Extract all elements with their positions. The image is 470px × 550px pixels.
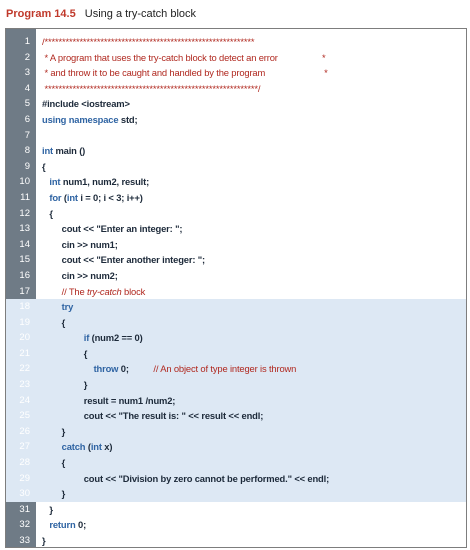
code-line: [6, 284, 466, 300]
code-text: [42, 96, 464, 112]
code-token: {: [42, 316, 66, 328]
line-number: 22: [19, 363, 30, 375]
code-line: [6, 361, 466, 377]
code-token: }: [42, 425, 66, 437]
line-number: 4: [24, 82, 30, 94]
line-number: 19: [19, 316, 30, 328]
code-line: [6, 252, 466, 268]
code-text: [42, 424, 464, 440]
line-number: 16: [19, 269, 30, 281]
code-line: [6, 330, 466, 346]
code-text: [42, 315, 464, 331]
code-token: }: [42, 488, 66, 500]
line-number: 12: [19, 207, 30, 219]
line-number: 7: [24, 129, 30, 141]
code-text: [42, 237, 464, 253]
line-number: 10: [19, 176, 30, 188]
code-text: [42, 159, 464, 175]
line-number: 2: [24, 51, 30, 63]
comment: block: [121, 285, 146, 297]
code-line: [6, 424, 466, 440]
code-line: [6, 439, 466, 455]
line-number: 15: [19, 254, 30, 266]
keyword: int: [49, 176, 61, 188]
keyword: try: [61, 301, 74, 313]
line-number: 8: [24, 145, 30, 157]
keyword: int: [42, 145, 54, 157]
keyword: int: [66, 191, 78, 203]
comment: /************************************************************: [42, 36, 255, 47]
code-token: [42, 363, 94, 374]
caption-title: Using a try-catch block: [84, 8, 197, 20]
comment: // The: [42, 285, 87, 297]
code-token: std;: [118, 113, 138, 125]
code-line: [6, 221, 466, 237]
code-text: [42, 221, 464, 237]
code-token: cin >> num1;: [42, 238, 118, 250]
code-line: [6, 190, 466, 206]
code-line: [6, 174, 466, 190]
code-text: [42, 174, 464, 190]
code-token: 0;: [118, 363, 154, 375]
code-line: [6, 206, 466, 222]
code-text: [42, 471, 464, 487]
code-line: [6, 237, 466, 253]
code-line: [6, 346, 466, 362]
code-token: }: [42, 535, 46, 546]
code-token: cout << "Enter an integer: ";: [42, 223, 183, 235]
code-line: [6, 471, 466, 487]
code-text: [42, 361, 464, 377]
code-line: [6, 455, 466, 471]
comment: * and throw it to be caught and handled by the program *: [42, 67, 328, 79]
keyword: int: [90, 441, 102, 453]
line-number: 1: [24, 36, 30, 47]
keyword: return: [49, 519, 76, 531]
code-text: [42, 346, 464, 362]
code-token: }: [42, 503, 53, 515]
code-text: [42, 408, 464, 424]
code-line: [6, 517, 466, 533]
code-token: [42, 301, 62, 312]
code-token: 0;: [75, 519, 87, 531]
code-text: [42, 50, 464, 66]
line-number: 13: [19, 223, 30, 235]
line-number: 28: [19, 457, 30, 469]
code-token: x): [101, 441, 113, 453]
line-number: 27: [19, 441, 30, 453]
line-number: 30: [19, 488, 30, 500]
comment: *************************************************************/: [42, 82, 261, 94]
code-token: #include <iostream>: [42, 98, 130, 110]
line-number: 5: [24, 98, 30, 110]
code-token: cout << "The result is: " << result << endl;: [42, 410, 264, 422]
code-token: main (): [53, 145, 86, 157]
code-text: [42, 393, 464, 409]
code-text: [42, 34, 464, 50]
code-line: [6, 112, 466, 128]
code-text: [42, 377, 464, 393]
code-token: {: [42, 347, 88, 359]
line-number: 14: [19, 238, 30, 250]
code-text: [42, 284, 464, 300]
keyword: if: [83, 332, 90, 344]
code-token: result = num1 /num2;: [42, 394, 176, 406]
line-number: 9: [24, 160, 30, 172]
code-token: (: [85, 441, 91, 453]
code-text: [42, 299, 464, 315]
code-line: [6, 393, 466, 409]
code-line: [6, 315, 466, 331]
caption-label: Program 14.5: [6, 8, 76, 20]
code-text: [42, 268, 464, 284]
code-line: [6, 50, 466, 66]
line-number: 32: [19, 519, 30, 531]
code-token: {: [42, 457, 66, 469]
code-line: [6, 159, 466, 175]
line-number: 6: [24, 113, 30, 125]
line-number: 29: [19, 472, 30, 484]
code-text: [42, 128, 464, 144]
line-number: 26: [19, 425, 30, 437]
code-line: [6, 65, 466, 81]
code-line: [6, 96, 466, 112]
code-line: [6, 128, 466, 144]
code-text: [42, 112, 464, 128]
code-line: [6, 34, 466, 50]
code-token: [42, 441, 62, 452]
line-number: 33: [19, 535, 30, 546]
line-number: 18: [19, 301, 30, 313]
code-text: [42, 486, 464, 502]
line-number: 17: [19, 285, 30, 297]
code-token: (num2 == 0): [89, 332, 143, 344]
line-number: 20: [19, 332, 30, 344]
line-number: 3: [24, 67, 30, 79]
keyword: throw: [93, 363, 119, 375]
line-number: 25: [19, 410, 30, 422]
code-line: [6, 143, 466, 159]
code-text: [42, 502, 464, 518]
line-number: 31: [19, 503, 30, 515]
code-line: [6, 377, 466, 393]
code-text: [42, 330, 464, 346]
code-text: [42, 455, 464, 471]
code-line: [6, 299, 466, 315]
code-text: [42, 190, 464, 206]
code-line: [6, 268, 466, 284]
comment: * A program that uses the try-catch block to detect an error *: [42, 51, 326, 63]
keyword: catch: [61, 441, 86, 453]
code-token: [42, 332, 84, 343]
code-line: [6, 502, 466, 518]
code-token: cin >> num2;: [42, 269, 118, 281]
line-number: 21: [19, 347, 30, 359]
line-number: 23: [19, 379, 30, 391]
code-text: [42, 206, 464, 222]
code-token: cout << "Enter another integer: ";: [42, 254, 206, 266]
code-line: [6, 408, 466, 424]
code-token: cout << "Division by zero cannot be performed." << endl;: [42, 472, 330, 484]
keyword: using namespace: [42, 113, 119, 125]
code-text: [42, 533, 464, 548]
code-text: [42, 65, 464, 81]
code-rows: [6, 34, 466, 548]
code-listing: [5, 28, 467, 548]
code-token: }: [42, 379, 88, 391]
keyword: for: [49, 191, 62, 203]
code-line: [6, 81, 466, 97]
code-line: [6, 533, 466, 548]
code-text: [42, 143, 464, 159]
code-token: {: [42, 207, 53, 219]
code-token: num1, num2, result;: [60, 176, 150, 188]
code-text: [42, 81, 464, 97]
code-text: [42, 252, 464, 268]
code-line: [6, 486, 466, 502]
code-text: [42, 517, 464, 533]
code-text: [42, 439, 464, 455]
listing-caption: [6, 6, 196, 22]
comment: try-catch: [87, 285, 122, 297]
code-token: i = 0; i < 3; i++): [77, 191, 143, 203]
line-number: 24: [19, 394, 30, 406]
line-number: 11: [20, 191, 30, 203]
comment: // An object of type integer is thrown: [153, 363, 297, 375]
code-token: (: [61, 191, 67, 203]
code-token: {: [42, 160, 46, 172]
